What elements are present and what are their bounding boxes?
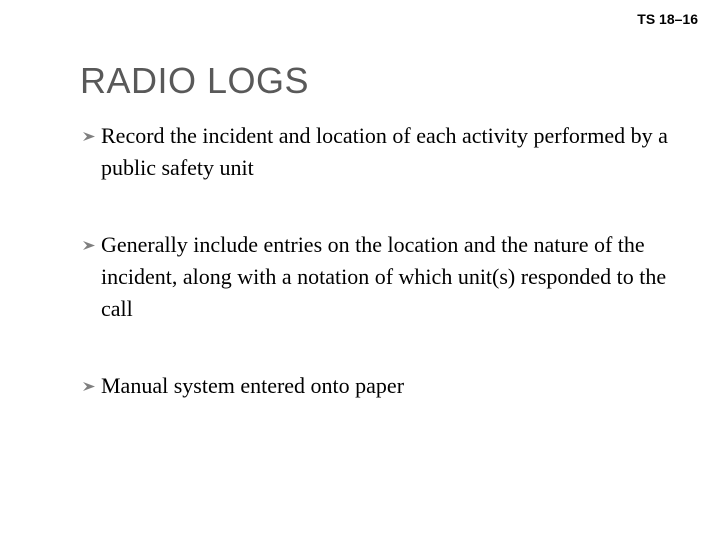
bullet-list (83, 120, 683, 402)
arrowhead-bullet-icon (83, 382, 95, 391)
bullet-text: Manual system entered onto paper (101, 373, 405, 398)
bullet-text: Record the incident and location of each activity performed by a public safety unit (101, 123, 668, 180)
arrowhead-bullet-icon (83, 241, 95, 250)
arrowhead-bullet-icon (83, 132, 95, 141)
bullet-item (83, 229, 683, 325)
slide-number: TS 18–16 (637, 11, 698, 27)
slide-title: RADIO LOGS (80, 60, 310, 101)
bullet-item (83, 120, 683, 184)
bullet-item (83, 370, 683, 402)
bullet-text: Generally include entries on the location and the nature of the incident, along with a notation of which unit(s) responded to the call (101, 232, 667, 321)
